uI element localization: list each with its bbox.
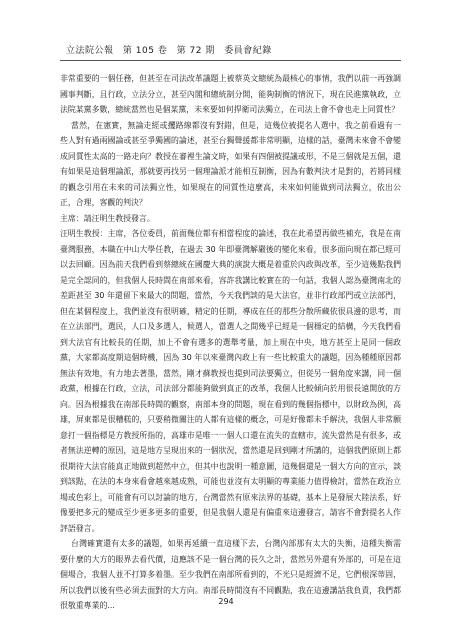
paragraph-text: 台灣確實還有太多的議題，如果再延續一直這樣下去，台灣內部那有太大的失衡，這種失衡需要什麼的大方的眼界去看代價，這應該不是一個台灣的長久之計，當然另外還有外部的，可是在這個場合，我個人並不打算多着墨。至少我們在南部所看到的，不光只是經濟不足，它們根深蒂固，所以我們以後有些必須去面對的大方向。南部長時間沒有不同觀點，我在這邊講話我負責，我們都很敬重專業的... — [60, 539, 401, 610]
paragraph-speaker: 汪明生教授： — [60, 229, 108, 238]
page-header — [66, 43, 278, 56]
section-label: 委員會紀錄 — [224, 46, 272, 56]
publication-title: 立法院公報 — [66, 46, 114, 56]
header-divider — [60, 60, 401, 61]
paragraph — [60, 226, 401, 536]
issue-label: 第 72 期 — [176, 46, 215, 56]
paragraph-speaker: 主席： — [60, 213, 84, 223]
document-body — [60, 71, 401, 614]
paragraph — [60, 71, 401, 118]
paragraph — [60, 118, 401, 211]
paragraph-text: 主席，各位委員，前面幾位都有相當程度的論述，我在此希望再做些補充，我是在南臺灣服務，本職在中山大學任教，在過去 30 年即臺灣解嚴後的變化來看，很多面向現在都已經可以去回顧。因為前天我們看到蔡總統在國慶大典的演說大概是着重於內政與改革，至少這幾點我們是完全認同的，但我個人長時間在南部來看，容許我講比較實在的一句話，我個人認為臺灣南北的差距甚至 30 年還留下來最大的問題，當然，今天我們談的是大法官，並非行政部門或立法部門，但在某個程度上，我們並沒有很明確，精定的任期，導成在任的那些分散所藏依很具邊的思考，而在立法部門，選民，人口及多選人，候選人，當選人之間幾乎已經是一個穩定的結構，今天我們看到大法官有比較長的任期，加上不會有選多的選舉考量，加上現在中央，地方甚至上是同一個政黨，大家都高度期這個時機，因為 30 年以來臺灣內政上有一些比較重大的議題，因為種種原因都無法有效地，有力地去著墨，當然，剛才蘇教授也提到司法要獨立，但從另一個角度來講，同一個政黨，根據在行政，立法，司法部分都能夠做到真正的改革，我個人比較傾向於用很長遠開放的方向。因為根據我在南部長時間的觀察，南部本身的問題，現在看到的幾個指標中，以財政為例，高雄，屏東都是很糟糕的，只要稍微關注的人都有這樣的概念，可是好像都未手解決，我個人非常願意打一個指標是方教授所指的，高雄市是唯一一個人口還在流失的直轄市，流失當然是有很多，或者無法逆轉的原因，這是地方呈現出來的一個狀況，當然還是回到剛才所講的，這個我們原則上都很期待大法官能真正地做到超然中立，但其中也說明一種意圖，這幾個還是一個大方向的宣示，談到該點，在法的本身來看會越來越成熟，可能也並沒有太明顯的專業能力值得檢討，當然在政治立場或色彩上，可能會有可以討論的地方，台灣當然有原來法界的基礎，基本上是發展大陸法系，好像要把多元的變成至少更多更多的重要，但是我個人還是有偏重來這邊發言，請容不會對提名人作評語發言。 — [60, 229, 401, 533]
paragraph-text: 當然，在憲實，無論走經或攫路線都沒有對錯，但是，這幾位被提名人選中，我之前看過有一些人對有過兩國論或甚至爭獨國的論述，甚至台獨聲援都非常明顯，這樣的話，臺灣未來會不會變成同質性太高的一路走向？教授在審裡生論文時，如果有四個被提議或形，不是三個就是五個，還有如果是這個理論派，那就要再找另一個理論派才能相互制衡，因為有數判決才是對的，若將同樣的觀念引用在未來的司法獨立性，如果現在的同質性這麼高，未來如何能做到司法獨立，依出公正，合理，客觀的判決？ — [60, 120, 401, 207]
paragraph — [60, 211, 401, 227]
page-number: 294 — [218, 597, 234, 606]
volume-label: 第 105 卷 — [122, 46, 168, 56]
paragraph-text: 請汪明生教授發言。 — [83, 213, 155, 223]
paragraph-text: 非常重要的一個任務，但甚至在司法改革議題上被蔡英文總統為最核心的事情，我們以前一再強調國事判斷，且行政，立法分立，甚至內閣和總統制分開，能夠制衡的情況下，現在民進黨執政，立法院某黨多數，總統當然也是個某黨，未來要如何捍衛司法獨立，在司法上會不會也走上同質性？ — [60, 74, 401, 114]
